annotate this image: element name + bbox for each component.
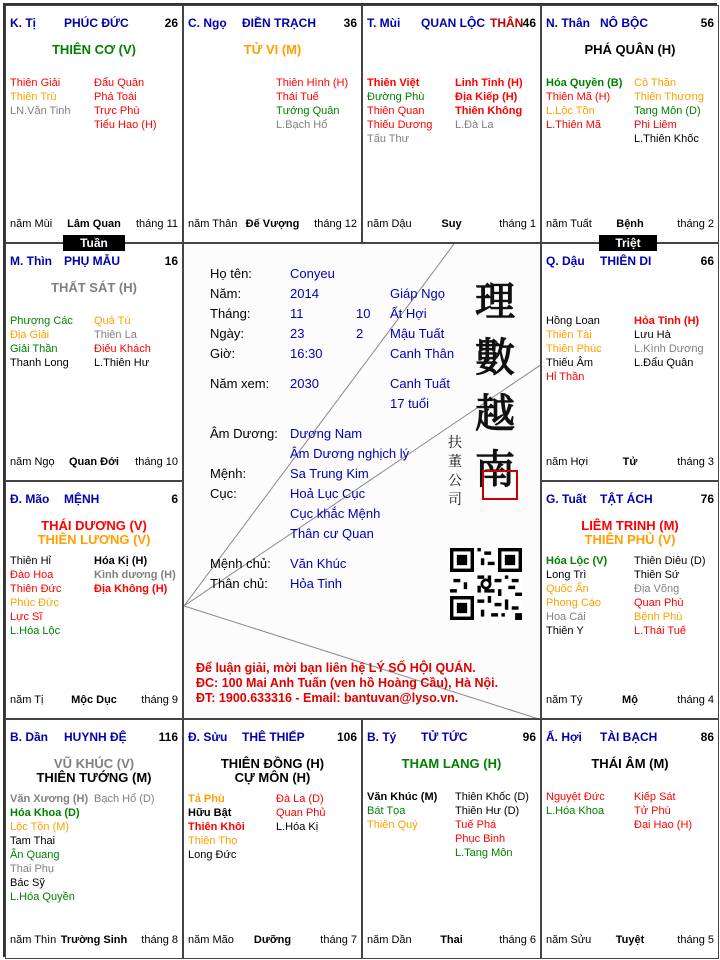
minor-star: Thiên Không [455,105,523,117]
palace-footer [367,934,536,948]
footer-year: năm Ngọ [10,456,55,468]
minor-star: Nguyệt Đức [546,791,605,803]
footer-year: năm Dậu [367,218,412,230]
minor-star: L.Lộc Tồn [546,105,595,117]
palace-position: Đ. Sửu [188,730,228,744]
minor-stars-right [94,792,155,806]
minor-star: Đà La (D) [276,793,324,805]
minor-star: Thiên Mã (H) [546,91,611,103]
footer-month: tháng 7 [320,934,357,946]
footer-month: tháng 9 [141,694,178,706]
minor-star: Trực Phù [94,105,140,117]
minor-stars-left [546,790,605,818]
minor-star: L.Thái Tuế [634,625,686,637]
footer-year: năm Mùi [10,218,53,230]
triet-marker: Triệt [599,235,657,251]
main-star: CỰ MÔN (H) [234,770,311,785]
minor-star: Hóa Kị (H) [94,555,148,567]
palace-cell[interactable] [541,5,719,243]
minor-star: L.Đẩu Quân [634,357,694,369]
palace-footer [367,218,536,232]
footer-year: năm Sửu [546,934,592,946]
footer-month: tháng 11 [135,218,178,230]
palace-title: THÊ THIẾP [242,730,305,744]
footer-stage: Suy [441,218,462,230]
minor-star: L.Kình Dương [634,343,704,355]
main-star: THẤT SÁT (H) [51,280,137,295]
main-star: THÁI DƯƠNG (V) [41,518,147,533]
footer-month: tháng 10 [135,456,178,468]
main-star: PHÁ QUÂN (H) [584,42,676,57]
minor-stars-left [367,790,437,832]
minor-star: Long Đức [188,849,237,861]
minor-star: Bát Tọa [367,805,406,817]
main-star: VŨ KHÚC (V) [53,756,135,771]
palace-position: K. Tị [10,16,36,30]
minor-star: Lưu Hà [634,329,671,341]
footer-stage: Mộc Dục [71,694,117,706]
palace-cell[interactable] [183,719,362,959]
palace-position: M. Thìn [10,254,52,268]
minor-star: Thiên Quan [367,105,425,117]
minor-stars-right [455,76,523,132]
footer-month: tháng 4 [677,694,714,706]
minor-star: Hỏa Tinh (H) [634,315,700,327]
main-star: THIÊN CƠ (V) [51,42,137,57]
main-star: THIÊN ĐỒNG (H) [220,756,325,771]
calligraphy-small: 扶 董 公 司 [448,435,462,508]
minor-star: Thiên Hư (D) [455,805,520,817]
palace-name [600,730,657,744]
minor-stars-right [276,76,348,132]
minor-stars-right [276,792,326,834]
palace-footer [10,934,178,948]
palace-name [64,492,99,506]
minor-star: L.Hóa Kị [276,821,319,833]
minor-star: Thiên Y [546,625,584,637]
palace-name [600,16,648,30]
palace-footer [546,218,714,232]
footer-year: năm Thân [188,218,238,230]
footer-year: năm Tý [546,694,583,706]
contact-info: Để luận giải, mời bạn liên hệ LÝ SỐ HỘI QUÁN. ĐC: 100 Mai Anh Tuấn (ven hồ Hoàng Cầu), Hà Nội. ĐT: 1900.633316 - Email: bantuvan@lyso.vn. [196,661,499,705]
minor-star: Địa Giải [10,329,50,341]
minor-star: Quả Tú [94,315,131,327]
palace-footer [10,218,178,232]
minor-star: Thiếu Dương [367,119,433,131]
minor-star: Kình dương (H) [94,569,176,581]
minor-star: Kiếp Sát [634,791,676,803]
minor-stars-left [546,554,607,638]
palace-position: Ấ. Hợi [546,730,582,744]
palace-age: 106 [336,730,357,744]
footer-stage: Mộ [622,694,638,706]
footer-month: tháng 2 [677,218,714,230]
minor-star: Thiên Khôi [188,821,245,833]
minor-star: L.Thiên Khốc [634,133,699,145]
minor-star: Tang Môn (D) [634,105,701,117]
minor-star: Ân Quang [10,849,60,861]
palace-header [546,16,714,32]
minor-star: Thiên Việt [367,77,420,89]
main-star: THAM LANG (H) [401,756,502,771]
minor-star: Đại Hao (H) [634,819,693,831]
palace-title: NÔ BỘC [600,16,648,30]
minor-star: L.Đà La [455,119,494,131]
minor-star: Quốc Ấn [546,583,589,595]
minor-star: Hỉ Thần [546,371,585,383]
footer-year: năm Dần [367,934,412,946]
minor-stars-right [634,76,704,146]
minor-star: Văn Khúc (M) [367,791,438,803]
minor-star: Tuế Phá [455,819,497,831]
footer-stage: Trường Sinh [60,934,128,946]
palace-header [367,16,536,32]
minor-star: Hóa Lộc (V) [546,555,608,567]
minor-star: Văn Xương (H) [10,793,89,805]
minor-star: Đào Hoa [10,569,54,581]
palace-footer [546,456,714,470]
palace-title: HUYNH ĐỆ [64,730,127,744]
minor-star: Tấu Thư [367,133,410,145]
palace-header [546,730,714,746]
minor-stars-left [10,792,88,904]
palace-footer [546,694,714,708]
main-star: THÁI ÂM (M) [591,756,669,771]
footer-year: năm Thìn [10,934,57,946]
minor-star: Địa Võng [634,583,680,595]
minor-star: Đường Phù [367,91,425,103]
minor-star: Thiên Khốc (D) [455,791,529,803]
palace-age: 26 [164,16,178,30]
minor-stars-right [634,554,706,638]
minor-star: Bạch Hổ (D) [94,793,155,805]
tuan-marker: Tuần [63,235,125,251]
minor-star: Lực Sĩ [10,611,43,623]
calligraphy-logo: 理 數 越 南 [475,278,515,493]
minor-star: Thiên Trù [10,91,57,103]
minor-star: Phi Liêm [634,119,677,131]
palace-title: PHỤ MẪU [64,254,120,268]
footer-month: tháng 12 [314,218,357,230]
minor-star: Điếu Khách [94,343,151,355]
minor-star: LN.Văn Tinh [10,105,71,117]
footer-stage: Tuyệt [615,934,645,946]
palace-age: 76 [700,492,714,506]
minor-star: Thiên Quý [367,819,418,831]
minor-star: L.Bạch Hổ [276,119,328,131]
minor-stars-left [546,76,622,132]
palace-header [10,730,178,746]
minor-star: Phá Toái [94,91,137,103]
minor-star: Lộc Tồn (M) [10,821,70,833]
palace-cell[interactable] [362,719,541,959]
palace-position: Đ. Mão [10,492,50,506]
palace-title: MỆNH [64,492,100,506]
minor-stars-left [10,554,61,638]
minor-stars-right [94,314,151,370]
minor-star: Linh Tinh (H) [455,77,523,89]
minor-stars-left [188,792,245,862]
minor-star: Quan Phủ [276,807,326,819]
footer-stage: Tử [622,456,638,468]
palace-position: B. Dần [10,730,49,744]
palace-position: B. Tý [367,730,397,744]
center-panel: Họ tên: Conyeu Năm: 2014 Giáp Ngọ Tháng: 11 10 Ất Hợi Ngày: 23 2 Mậu Tuất Giờ: 16:30 Canh Thân Năm xem: 2030 Canh Tuất 17 tuổi Âm Dương: Dương Nam Âm Dương nghịch lý Mệnh: Sa Trung Kim Cục: Hoả Lục Cục Cục khắc Mệnh Thân cư Quan Mệnh chủ: Văn Khúc Thân chủ: Hỏa Tinh 理 數 越 南 扶 董 公 司 Để luận giải, mời bạn liên hệ LÝ SỐ HỘI QUÁN. ĐC: 100 Mai Anh Tuấn (ven hồ Hoàng Cầu), Hà Nội. ĐT: 1900.633316 - Email: bantuvan@lyso.vn. [183,243,541,719]
footer-stage: Thai [440,934,463,946]
minor-star: Hóa Quyền (B) [546,77,623,89]
palace-title: TÀI BẠCH [600,730,658,744]
palace-header [10,492,178,508]
footer-year: năm Tị [10,694,44,706]
minor-star: Thiên Phúc [546,343,602,355]
minor-star: L.Tang Môn [455,847,513,859]
minor-star: Phượng Các [10,315,73,327]
minor-star: Bệnh Phù [634,611,683,623]
minor-star: Thiếu Âm [546,357,594,369]
footer-stage: Bệnh [616,218,644,230]
footer-month: tháng 1 [499,218,536,230]
main-star: TỬ VI (M) [243,42,302,57]
palace-position: Q. Dậu [546,254,585,268]
palace-age: 46 [522,16,536,30]
minor-stars-right [94,554,176,596]
minor-star: Bác Sỹ [10,877,45,889]
minor-star: Tam Thai [10,835,56,847]
minor-star: Tướng Quân [276,105,340,117]
palace-title: TẬT ÁCH [600,492,653,506]
palace-name [242,730,305,744]
minor-star: Địa Kiếp (H) [455,91,518,103]
footer-year: năm Hợi [546,456,589,468]
minor-star: Địa Không (H) [94,583,168,595]
palace-position: C. Ngọ [188,16,227,30]
palace-header [10,254,178,270]
palace-cell[interactable] [541,243,719,481]
minor-star: Phục Binh [455,833,506,845]
palace-name [421,16,523,30]
footer-year: năm Tuất [546,218,592,230]
palace-header [546,254,714,270]
minor-star: Thiên Tài [546,329,592,341]
minor-star: L.Hóa Lộc [10,625,61,637]
footer-stage: Đế Vượng [245,218,300,230]
footer-month: tháng 6 [499,934,536,946]
footer-month: tháng 3 [677,456,714,468]
minor-star: Hồng Loan [546,315,600,327]
palace-cell[interactable] [541,719,719,959]
minor-star: Thiên La [94,329,137,341]
palace-footer [546,934,714,948]
palace-title: PHÚC ĐỨC [64,16,129,30]
palace-footer [10,456,178,470]
palace-header [10,16,178,32]
minor-star: Thái Tuế [276,91,319,103]
palace-cell[interactable] [541,481,719,719]
minor-star: Long Trì [546,569,587,581]
palace-name [242,16,316,30]
minor-star: Phúc Đức [10,597,59,609]
minor-star: Hóa Khoa (D) [10,807,80,819]
main-star: THIÊN LƯƠNG (V) [37,532,151,547]
minor-star: Thiên Đức [10,583,62,595]
palace-age: 86 [700,730,714,744]
minor-star: Thiên Giải [10,77,61,89]
minor-stars-left [10,76,71,118]
palace-position: G. Tuất [546,492,587,506]
minor-star: Đẩu Quân [94,77,145,89]
main-star: THIÊN TƯỚNG (M) [36,770,152,785]
palace-header [188,16,357,32]
palace-cell[interactable] [5,719,183,959]
main-star: THIÊN PHỦ (V) [584,532,676,547]
palace-title: TỬ TỨC [421,730,468,744]
minor-star: Cô Thần [634,77,676,89]
minor-stars-right [634,790,692,832]
minor-star: L.Hóa Quyền [10,891,75,903]
minor-stars-left [367,76,432,146]
minor-star: Thiên Diêu (D) [634,555,706,567]
palace-name [64,730,127,744]
minor-star: Hoa Cái [546,611,586,623]
footer-month: tháng 5 [677,934,714,946]
palace-cell[interactable] [5,481,183,719]
main-star: LIÊM TRINH (M) [581,518,679,533]
palace-name [421,730,468,744]
palace-name [64,254,120,268]
palace-age: 96 [522,730,536,744]
palace-title: QUAN LỘC [421,16,485,30]
palace-position: N. Thân [546,16,590,30]
palace-age: 56 [700,16,714,30]
footer-month: tháng 8 [141,934,178,946]
minor-star: L.Thiên Mã [546,119,602,131]
red-seal [482,470,518,500]
minor-star: L.Thiên Hư [94,357,150,369]
minor-star: Thiên Thọ [188,835,238,847]
minor-star: Thanh Long [10,357,69,369]
minor-star: Thiên Hình (H) [276,77,349,89]
palace-name [64,16,129,30]
minor-stars-right [94,76,157,132]
palace-title: THIÊN DI [600,254,652,268]
minor-star: Tiểu Hao (H) [94,119,157,131]
palace-age: 16 [164,254,178,268]
minor-star: Thiên Hỉ [10,555,51,567]
palace-cell[interactable] [5,243,183,481]
minor-star: Thiên Sứ [634,569,680,581]
footer-stage: Dưỡng [253,934,292,946]
palace-title: ĐIỀN TRẠCH [242,16,316,30]
minor-star: Giải Thần [10,343,58,355]
palace-header [546,492,714,508]
palace-cell[interactable] [183,5,362,243]
minor-star: Phong Cáo [546,597,602,609]
footer-year: năm Mão [188,934,234,946]
minor-star: L.Hóa Khoa [546,805,605,817]
palace-footer [188,218,357,232]
minor-stars-right [634,314,704,370]
palace-age: 116 [158,730,178,744]
footer-stage: Quan Đới [69,456,119,468]
palace-header [367,730,536,746]
minor-stars-left [10,314,73,370]
palace-footer [188,934,357,948]
footer-stage: Lâm Quan [67,218,121,230]
palace-cell[interactable] [5,5,183,243]
palace-position: T. Mùi [367,16,401,30]
palace-age: 66 [700,254,714,268]
minor-star: Quan Phù [634,597,684,609]
minor-star: Tử Phù [634,805,671,817]
palace-header [188,730,357,746]
palace-age: 6 [171,492,178,506]
qr-code[interactable] [450,548,522,620]
palace-name [600,254,651,268]
minor-stars-right [455,790,529,860]
minor-star: Thiên Thương [634,91,705,103]
horoscope-chart [3,3,717,957]
palace-name [600,492,653,506]
minor-star: Tả Phù [188,793,225,805]
minor-stars-left [546,314,602,384]
minor-star: Thai Phụ [10,863,55,875]
palace-cell[interactable] [362,5,541,243]
minor-star: Hữu Bật [188,807,232,819]
palace-footer [10,694,178,708]
palace-age: 36 [343,16,357,30]
palace-extra: THÂN [490,16,524,30]
